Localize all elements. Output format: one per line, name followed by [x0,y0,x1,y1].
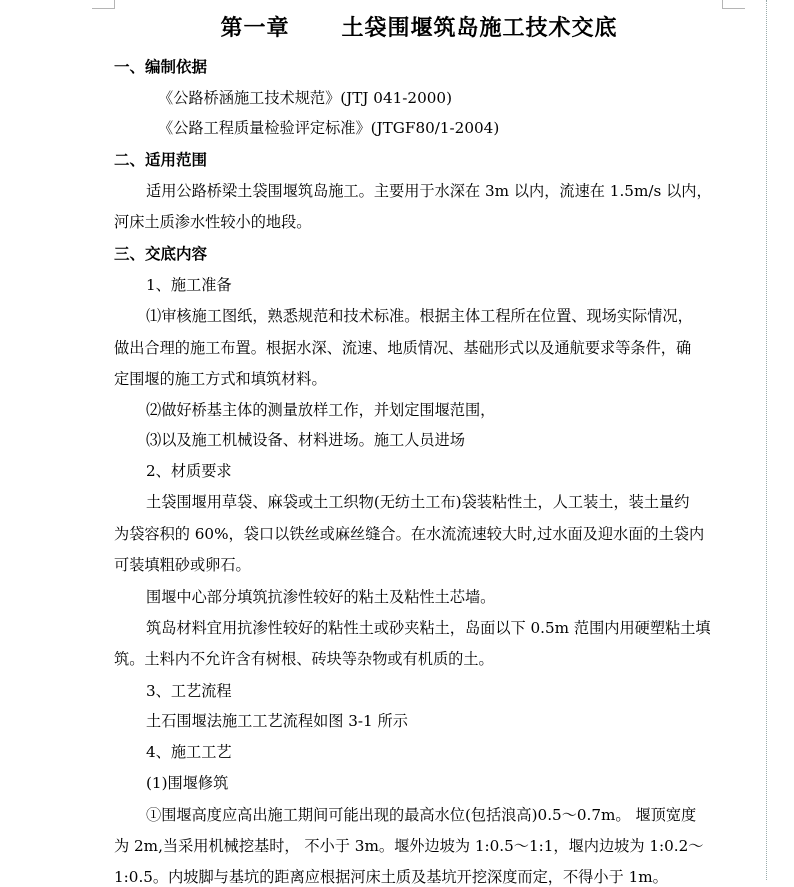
paragraph-line: 土袋围堰用草袋、麻袋或土工织物(无纺土工布)袋装粘性土，人工装土，装土量约 [146,493,690,511]
paragraph-line: 筑。土料内不允许含有树根、砖块等杂物或有机质的土。 [114,650,494,668]
subsection-heading: 4、施工工艺 [146,743,232,761]
chapter-title: 第一章 土袋围堰筑岛施工技术交底 [220,15,618,41]
paragraph-line: 可装填粗砂或卵石。 [114,556,251,574]
paragraph-line: ⑶以及施工机械设备、材料进场。施工人员进场 [146,431,465,449]
paragraph-line: 围堰中心部分填筑抗渗性较好的粘土及粘性土芯墙。 [146,588,496,606]
paragraph-line: 适用公路桥梁土袋围堰筑岛施工。主要用于水深在 3m 以内，流速在 1.5m/s 以内， [146,182,712,200]
paragraph-line: (1)围堰修筑 [146,774,229,792]
subsection-heading: 1、施工准备 [146,276,232,294]
paragraph-line: 做出合理的施工布置。根据水深、流速、地质情况、基础形式以及通航要求等条件，确 [114,339,692,357]
reference-item: 《公路桥涵施工技术规范》(JTJ 041-2000) [158,89,453,107]
paragraph-line: 定围堰的施工方式和填筑材料。 [114,370,327,388]
subsection-heading: 3、工艺流程 [146,682,232,700]
subsection-heading: 2、材质要求 [146,462,232,480]
paragraph-line: 为 2m,当采用机械挖基时， 不小于 3m。堰外边坡为 1:0.5～1:1，堰内边坡为 1:0.2～ [114,837,704,855]
paragraph-line: 为袋容积的 60%，袋口以铁丝或麻丝缝合。在水流流速较大时,过水面及迎水面的土袋内 [114,525,705,543]
paragraph-line: 土石围堰法施工工艺流程如图 3-1 所示 [146,712,408,730]
section-heading-scope: 二、适用范围 [114,150,208,169]
page-corner-mark-left [92,0,115,9]
paragraph-line: ①围堰高度应高出施工期间可能出现的最高水位(包括浪高)0.5～0.7m。 堰顶宽度 [146,806,697,824]
reference-item: 《公路工程质量检验评定标准》(JTGF80/1-2004) [158,119,500,137]
section-heading-content: 三、交底内容 [114,244,208,263]
section-heading-basis: 一、编制依据 [114,57,208,76]
paragraph-line: 河床土质渗水性较小的地段。 [114,213,312,231]
paragraph-line: 1:0.5。内坡脚与基坑的距离应根据河床土质及基坑开挖深度而定，不得小于 1m。 [114,868,668,886]
paragraph-line: ⑴审核施工图纸，熟悉规范和技术标准。根据主体工程所在位置、现场实际情况， [146,307,693,325]
page-corner-mark-right [722,0,745,9]
paragraph-line: ⑵做好桥基主体的测量放样工作，并划定围堰范围， [146,401,496,419]
paragraph-line: 筑岛材料宜用抗渗性较好的粘性土或砂夹粘土，岛面以下 0.5m 范围内用硬塑粘土填 [146,619,711,637]
